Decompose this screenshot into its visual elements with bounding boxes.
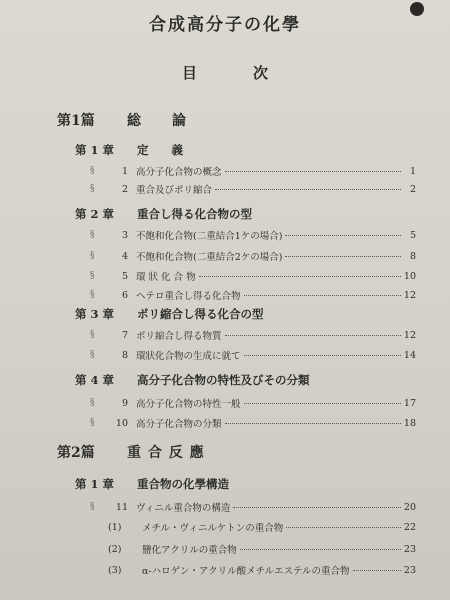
dot-leader [199, 269, 401, 277]
dot-leader [225, 164, 401, 172]
subsection-number: (3) [108, 564, 122, 576]
toc-entry[interactable] [90, 269, 416, 283]
dot-leader [240, 542, 401, 550]
section-number: 6 [121, 289, 128, 301]
chapter-title: 高分子化合物の特性及びその分類 [137, 373, 310, 387]
dot-leader [285, 249, 401, 257]
section-title: ヴィニル重合物の構造 [136, 503, 231, 514]
toc-subentry[interactable] [108, 542, 416, 556]
chapter-heading [75, 476, 229, 492]
chapter-title: 重合物の化學構造 [137, 477, 229, 491]
dot-leader [225, 328, 401, 336]
book-title: 合成高分子の化學 [149, 15, 301, 35]
toc-entry[interactable] [90, 396, 416, 410]
chapter-heading [75, 372, 310, 388]
section-number: 8 [121, 349, 128, 361]
toc-entry[interactable] [90, 348, 416, 362]
dot-leader [225, 416, 401, 424]
part-number: 第2篇 [57, 445, 95, 461]
toc-entry[interactable] [90, 328, 416, 342]
part-number: 第1篇 [57, 113, 95, 129]
chapter-number: 第 2 章 [75, 207, 115, 221]
section-title: 高分子化合物の概念 [136, 167, 222, 178]
section-title: 環 狀 化 合 物 [136, 272, 196, 283]
section-mark: § [90, 271, 95, 281]
subsection-number: (1) [108, 521, 122, 533]
part-title: 重 合 反 應 [127, 445, 205, 461]
page-number: 17 [403, 397, 416, 409]
dot-leader [353, 563, 401, 571]
toc-entry[interactable] [90, 288, 416, 302]
section-mark: § [90, 230, 95, 240]
part-title: 総 論 [127, 113, 187, 129]
page-number: 12 [403, 289, 416, 301]
dot-leader [285, 228, 401, 236]
toc-entry[interactable] [90, 164, 416, 178]
section-mark: § [90, 350, 95, 360]
chapter-heading [75, 306, 264, 322]
page-number: 1 [409, 165, 416, 177]
toc-subentry[interactable] [108, 563, 416, 577]
chapter-number: 第 4 章 [75, 373, 115, 387]
dot-leader [244, 348, 401, 356]
toc-heading-char-2: 次 [253, 64, 269, 82]
page-number: 10 [403, 270, 416, 282]
page-number: 8 [409, 250, 416, 262]
section-title: 環狀化合物の生成に就て [136, 351, 241, 362]
chapter-title: 重合し得る化合物の型 [137, 207, 252, 221]
page-number: 22 [403, 521, 416, 533]
toc-subentry[interactable] [108, 520, 416, 534]
subsection-number: (2) [108, 543, 122, 555]
section-mark: § [90, 418, 95, 428]
chapter-heading [75, 206, 252, 222]
chapter-number: 第 3 章 [75, 307, 115, 321]
subsection-title: 鹽化アクリルの重合物 [142, 545, 237, 556]
page-number: 5 [409, 229, 416, 241]
page-number: 14 [403, 349, 416, 361]
section-mark: § [90, 184, 95, 194]
section-title: 重合及びポリ縮合 [136, 185, 213, 196]
section-number: 5 [121, 270, 128, 282]
section-title: 不飽和化合物(二重結合1ケの場合) [136, 231, 283, 242]
section-mark: § [90, 502, 95, 512]
section-title: ヘテロ重合し得る化合物 [136, 291, 241, 302]
chapter-number: 第 1 章 [75, 477, 115, 491]
section-number: 10 [115, 417, 128, 429]
subsection-title: メチル・ヴィニルケトンの重合物 [142, 523, 284, 534]
page-number: 23 [403, 564, 416, 576]
dot-leader [244, 396, 401, 404]
dot-leader [244, 288, 401, 296]
toc-entry[interactable] [90, 182, 416, 196]
subsection-title: α-ハロゲン・アクリル酸メチルエステルの重合物 [142, 566, 350, 577]
section-number: 9 [121, 397, 128, 409]
section-title: 高分子化合物の特性一般 [136, 399, 241, 410]
section-title: 不飽和化合物(二重結合2ケの場合) [136, 252, 283, 263]
page-number: 12 [403, 329, 416, 341]
toc-entry[interactable] [90, 228, 416, 242]
section-number: 3 [121, 229, 128, 241]
section-mark: § [90, 330, 95, 340]
chapter-heading [75, 142, 183, 158]
section-mark: § [90, 398, 95, 408]
page-number: 2 [409, 183, 416, 195]
section-number: 11 [115, 501, 128, 513]
section-mark: § [90, 290, 95, 300]
chapter-number: 第 1 章 [75, 143, 115, 157]
section-number: 2 [121, 183, 128, 195]
toc-entry[interactable] [90, 500, 416, 514]
section-number: 1 [121, 165, 128, 177]
dot-leader [233, 500, 400, 508]
page-number: 18 [403, 417, 416, 429]
section-title: ポリ縮合し得る物質 [136, 331, 222, 342]
part-heading [57, 110, 187, 130]
toc-entry[interactable] [90, 249, 416, 263]
chapter-title: ポリ縮合し得る化合の型 [137, 307, 264, 321]
chapter-title: 定 義 [137, 143, 183, 157]
page-number: 20 [403, 501, 416, 513]
toc-heading-char-1: 目 [181, 64, 197, 82]
section-mark: § [90, 166, 95, 176]
section-mark: § [90, 251, 95, 261]
dot-leader [215, 182, 401, 190]
part-heading [57, 442, 205, 462]
toc-entry[interactable] [90, 416, 416, 430]
section-number: 7 [121, 329, 128, 341]
section-title: 高分子化合物の分類 [136, 419, 222, 430]
section-number: 4 [121, 250, 128, 262]
page-number: 23 [403, 543, 416, 555]
dot-leader [286, 520, 401, 528]
